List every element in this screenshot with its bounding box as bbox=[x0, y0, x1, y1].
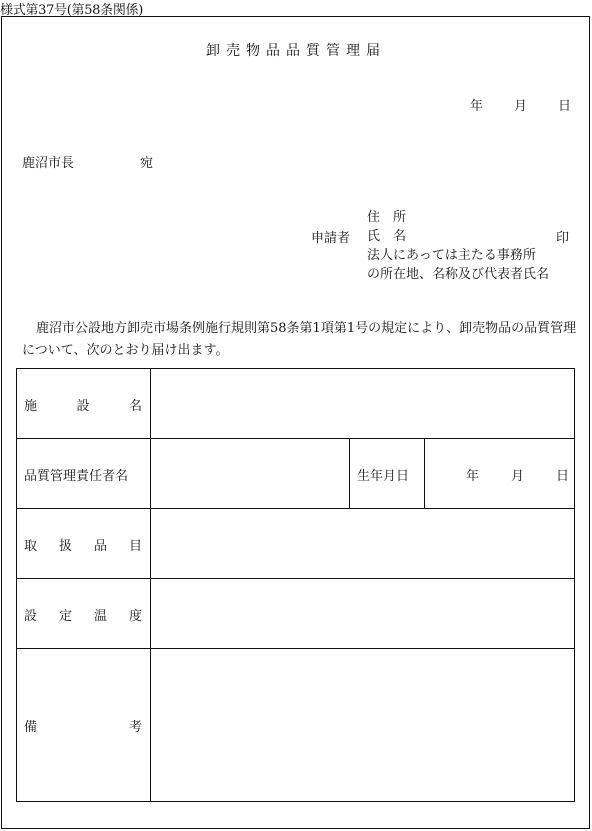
seal-mark: 印 bbox=[556, 231, 570, 246]
addressee-suffix: 宛 bbox=[140, 156, 154, 171]
form-number: 様式第37号(第58条関係) bbox=[0, 3, 144, 18]
birth-year: 年 bbox=[466, 469, 480, 484]
birth-date-label: 生年月日 bbox=[357, 469, 410, 484]
applicant-label: 申請者 bbox=[311, 231, 351, 246]
applicant-name-label: 氏 名 bbox=[367, 229, 407, 244]
table-line bbox=[16, 578, 575, 579]
date-year: 年 bbox=[470, 99, 484, 114]
declaration-text: 鹿沼市公設地方卸売市場条例施行規則第58条第1項第1号の規定により、卸売物品の品質管理について、次のとおり届け出ます。 bbox=[22, 321, 577, 358]
birth-day: 日 bbox=[556, 469, 570, 484]
table-line bbox=[16, 368, 575, 369]
corporate-note-line2: の所在地、名称及び代表者氏名 bbox=[367, 267, 550, 282]
table-line bbox=[16, 801, 575, 802]
set-temperature-label: 設 定 温 度 bbox=[24, 609, 142, 624]
date-month: 月 bbox=[514, 99, 528, 114]
table-line bbox=[150, 368, 151, 802]
quality-manager-label: 品質管理責任者名 bbox=[24, 469, 129, 484]
birth-month: 月 bbox=[511, 469, 525, 484]
facility-name-label: 施 設 名 bbox=[24, 399, 142, 414]
date-day: 日 bbox=[558, 99, 572, 114]
table-line bbox=[16, 438, 575, 439]
form-title: 卸売物品品質管理届 bbox=[206, 43, 386, 59]
table-line bbox=[424, 438, 425, 508]
form-frame bbox=[1, 16, 590, 829]
table-line bbox=[16, 648, 575, 649]
handled-items-label: 取 扱 品 目 bbox=[24, 539, 142, 554]
applicant-address-label: 住 所 bbox=[367, 210, 407, 225]
table-line bbox=[16, 508, 575, 509]
table-line bbox=[349, 438, 350, 508]
table-line bbox=[574, 368, 575, 802]
addressee-name: 鹿沼市長 bbox=[22, 156, 75, 171]
table-line bbox=[16, 368, 17, 802]
corporate-note-line1: 法人にあっては主たる事務所 bbox=[367, 248, 536, 263]
remarks-label: 備 考 bbox=[24, 720, 142, 735]
